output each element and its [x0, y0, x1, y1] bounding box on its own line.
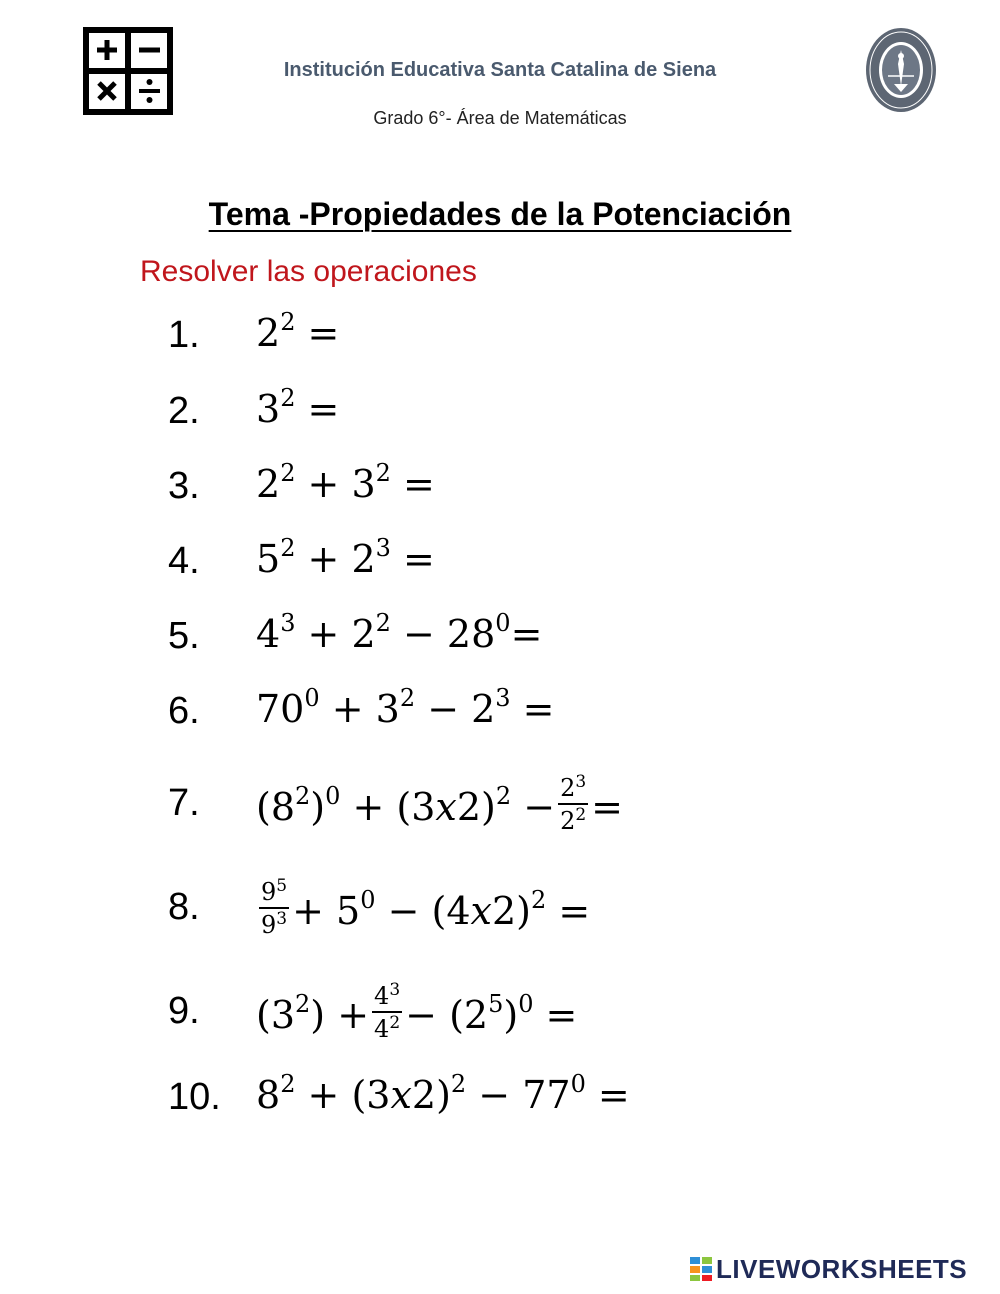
- problem-expression: $\frac{9^5}{9^3}$ + $5^0 - (4x2)^2$ =: [261, 876, 591, 939]
- problem-number: 1.: [168, 314, 200, 356]
- problem-expression: $3^2$ =: [256, 384, 340, 431]
- fraction: $\frac{9^5}{9^3}$: [261, 876, 288, 939]
- problem-number: 3.: [168, 465, 200, 507]
- problem-number: 6.: [168, 690, 200, 732]
- school-name: Institución Educativa Santa Catalina de Siena: [283, 59, 717, 81]
- problem-expression: $5^2 + 2^3$ =: [256, 534, 435, 581]
- problem-expression: $70^0 + 3^2 - 2^3$ =: [256, 684, 555, 731]
- problem-number: 4.: [168, 540, 200, 582]
- liveworksheets-icon: [690, 1257, 712, 1281]
- problem-expression: $4^3 + 2^2 - 28^0=$: [256, 609, 543, 656]
- problem-number: 9.: [168, 990, 200, 1032]
- brand-text: LIVEWORKSHEETS: [716, 1253, 968, 1284]
- instruction-text: Resolver las operaciones: [140, 255, 477, 288]
- problem-expression: $2^2 + 3^2$ =: [256, 459, 435, 506]
- fraction: $\frac{4^3}{4^2}$: [374, 980, 401, 1043]
- problem-number: 2.: [168, 390, 200, 432]
- problem-expression: $(8^2)^0 + (3x2)^2$ − $\frac{2^3}{2^2}$ =: [256, 772, 624, 835]
- school-seal-icon: [864, 26, 938, 114]
- problem-number: 5.: [168, 615, 200, 657]
- problem-number: 8.: [168, 886, 200, 928]
- problem-number: 10.: [168, 1076, 221, 1118]
- fraction: $\frac{2^3}{2^2}$: [560, 772, 587, 835]
- problem-expression: $(3^2)$ + $\frac{4^3}{4^2}$ − $(2^5)^0$ =: [256, 980, 578, 1043]
- problem-expression: $8^2 + (3x2)^2 - 77^0$ =: [256, 1070, 630, 1117]
- liveworksheets-logo: [690, 1255, 967, 1283]
- grade-area-line: Grado 6°- Área de Matemáticas: [373, 108, 627, 128]
- problem-number: 7.: [168, 782, 200, 824]
- page-title: Tema -Propiedades de la Potenciación: [208, 196, 792, 232]
- problem-expression: $2^2$ =: [256, 308, 340, 355]
